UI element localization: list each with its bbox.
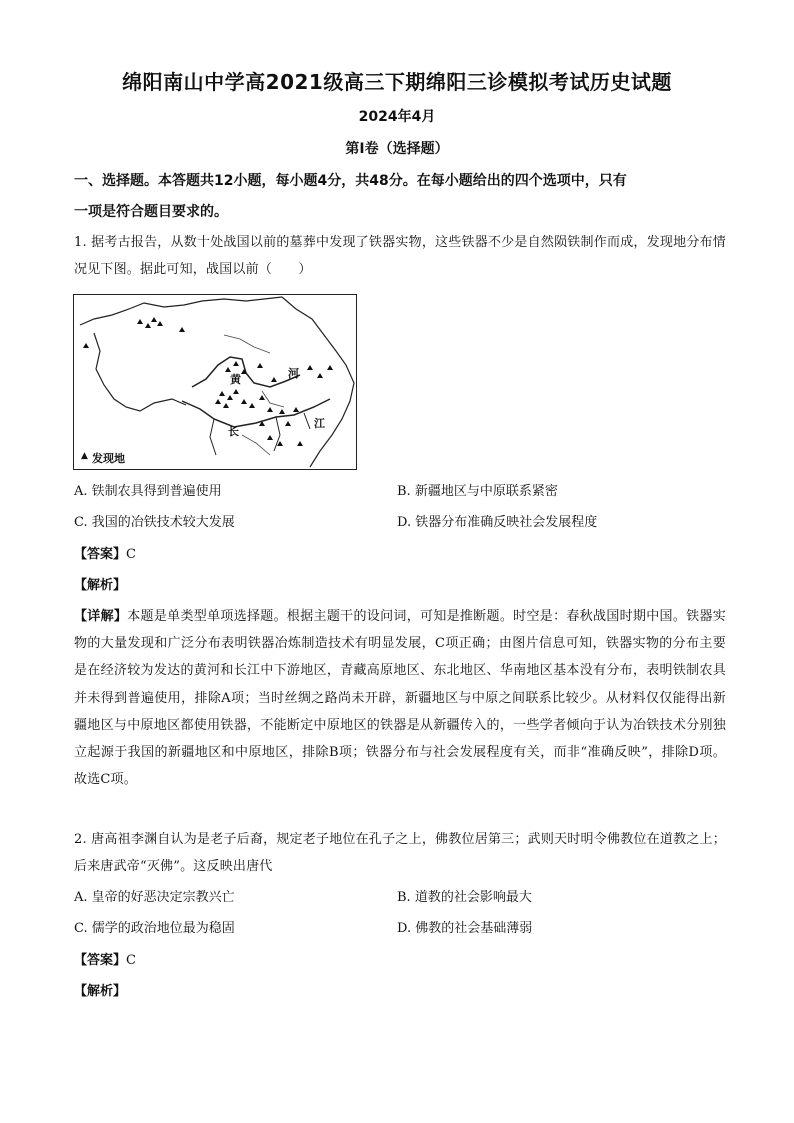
exam-date: 2024年4月: [358, 109, 436, 125]
tributary-lines: [210, 413, 310, 455]
iron-findings-map: [73, 294, 357, 470]
site-marker: [257, 363, 263, 368]
analysis-label: 【解析】: [74, 984, 127, 999]
exam-title: 绵阳南山中学高2021级高三下期绵阳三诊模拟考试历史试题: [122, 70, 672, 94]
section-heading-line1: 一、选择题。本答题共12小题，每小题4分，共48分。在每小题给出的四个选项中，只有: [74, 173, 627, 189]
discovery-site-markers: [83, 317, 333, 446]
analysis-label: 【解析】: [74, 578, 127, 593]
river-label-he: 河: [288, 367, 299, 380]
site-marker: [267, 407, 273, 412]
answer-label: 【答案】: [74, 547, 127, 562]
question-1-stem: 1. 据考古报告，从数十处战国以前的墓葬中发现了铁器实物，这些铁器不少是自然陨铁制作而成，发现地分布情况见下图。据此可知，战国以前（ ）: [74, 235, 726, 278]
answer-value: C: [126, 547, 136, 562]
q2-analysis-label: [74, 982, 126, 1002]
site-marker: [233, 389, 239, 394]
river-label-jiang: 江: [314, 417, 325, 430]
q2-answer: [74, 951, 136, 971]
q2-option-d: D. 佛教的社会基础薄弱: [397, 921, 533, 936]
volume-heading: 第Ⅰ卷（选择题）: [345, 141, 449, 157]
q1-option-a: A. 铁制农具得到普遍使用: [74, 484, 222, 499]
site-marker: [227, 395, 233, 400]
q1-answer: [74, 545, 136, 565]
q1-detail: [74, 603, 726, 793]
site-marker: [233, 361, 239, 366]
site-marker: [279, 409, 285, 414]
q2-option-c: C. 儒学的政治地位最为稳固: [74, 921, 235, 936]
site-marker: [317, 373, 323, 378]
q1-analysis-label: [74, 576, 126, 596]
legend-triangle-icon: ▲: [81, 451, 88, 461]
site-marker: [179, 327, 185, 332]
site-marker: [327, 365, 333, 370]
q1-option-d: D. 铁器分布准确反映社会发展程度: [397, 515, 598, 530]
map-graphic: [74, 295, 358, 471]
site-marker: [271, 377, 277, 382]
site-marker: [285, 421, 291, 426]
river-label-huang: 黄: [230, 373, 241, 386]
site-marker: [249, 403, 255, 408]
site-marker: [151, 317, 157, 322]
answer-value: C: [126, 953, 136, 968]
river-label-chang: 长: [228, 425, 239, 438]
site-marker: [297, 441, 303, 446]
site-marker: [307, 365, 313, 370]
site-marker: [259, 395, 265, 400]
site-marker: [219, 391, 225, 396]
detail-label: 【详解】: [74, 609, 128, 624]
east-coast-line: [282, 297, 354, 467]
legend-label: 发现地: [92, 452, 125, 465]
site-marker: [241, 399, 247, 404]
q2-option-a: A. 皇帝的好恶决定宗教兴亡: [74, 890, 235, 905]
section-heading-line2: 一项是符合题目要求的。: [74, 204, 228, 220]
site-marker: [137, 319, 143, 324]
q2-option-b: B. 道教的社会影响最大: [397, 890, 532, 905]
site-marker: [223, 403, 229, 408]
q1-option-b: B. 新疆地区与中原联系紧密: [397, 484, 558, 499]
site-marker: [293, 407, 299, 412]
site-marker: [215, 399, 221, 404]
section-heading: [74, 166, 724, 228]
question-2-stem: 2. 唐高祖李渊自认为是老子后裔，规定老子地位在孔子之上，佛教位居第三；武则天时明令佛教位在道教之上；后来唐武帝“灭佛”。这反映出唐代: [74, 832, 726, 875]
detail-text: 本题是单类型单项选择题。根据主题干的设问词，可知是推断题。时空是：春秋战国时期中国。铁器实物的大量发现和广泛分布表明铁器冶炼制造技术有明显发展，C项正确；由图片信息可知，铁器实物的分布主要是在经济较为发达的黄河和长江中下游地区，青藏高原地区、东北地区、华南地区基本没有分布，表明铁制农具并未得到普遍使用，排除A项；当时丝绸之路尚未开辟，新疆地区与中原之间联系比较少。从材料仅仅能得出新疆地区与中原地区都使用铁器，不能断定中原地区的铁器是从新疆传入的，一些学者倾向于认为冶铁技术分别独立起源于我国的新疆地区和中原地区，排除B项；铁器分布与社会发展程度有关，而非“准确反映”，排除D项。故选C项。: [74, 609, 726, 788]
yellow-river-line: [192, 357, 300, 387]
site-marker: [157, 321, 163, 326]
site-marker: [267, 435, 273, 440]
northern-border-line: [80, 297, 282, 325]
site-marker: [83, 343, 89, 348]
site-marker: [145, 323, 151, 328]
q1-option-c: C. 我国的冶铁技术较大发展: [74, 515, 235, 530]
western-border-line: [94, 333, 186, 411]
answer-label: 【答案】: [74, 953, 127, 968]
